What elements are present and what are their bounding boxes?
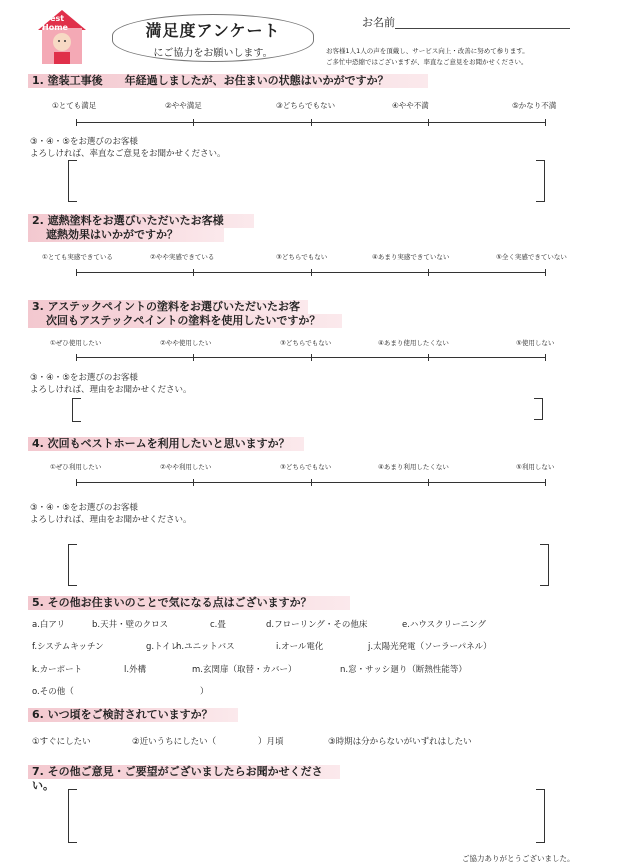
q6-option-2-month: ）月頃 [258,737,284,747]
q3-answer-bracket-right[interactable] [534,398,543,420]
q1-note-line-2: よろしければ、率直なご意見をお聞かせください。 [30,149,226,159]
q1-tick [545,119,546,126]
q5-item-h[interactable]: h.ユニットバス [176,642,235,652]
q3-option-5[interactable]: ⑤使用しない [516,339,555,347]
q1-option-3[interactable]: ③どちらでもない [276,101,336,110]
q2-heading-2: 遮熱効果はいかがですか？ [28,228,224,242]
q3-answer-bracket-left[interactable] [72,398,81,422]
q2-tick [193,269,194,276]
q5-item-f[interactable]: f.システムキッチン [32,642,104,652]
q7-heading: 7. その他ご意見・ご要望がございましたらお聞かせください。 [28,765,340,779]
survey-title-box [112,14,314,62]
q3-tick [193,354,194,361]
q5-item-n[interactable]: n.窓・サッシ廻り（断熱性能等） [340,665,467,675]
q2-tick [311,269,312,276]
q4-option-2[interactable]: ②やや利用したい [160,463,212,471]
footer-thanks: ご協力ありがとうございました。 [462,854,575,863]
q2-tick [76,269,77,276]
q1-tick [311,119,312,126]
q3-note-line-2: よろしければ、理由をお聞かせください。 [30,385,192,395]
q4-tick [311,479,312,486]
q4-option-4[interactable]: ④あまり利用したくない [378,463,449,471]
name-label: お名前 [362,16,395,29]
q3-note [30,372,192,396]
q3-note-line-1: ③・④・⑤をお選びのお客様 [30,373,138,383]
name-field[interactable] [395,28,570,29]
q6-option-3[interactable]: ③時期は分からないがいずれはしたい [328,737,472,747]
q4-tick [76,479,77,486]
q1-option-5[interactable]: ⑤かなり不満 [512,101,557,110]
q6-option-2[interactable]: ②近いうちにしたい（ [132,737,217,747]
logo-text-home: Home [42,23,68,32]
q3-tick [311,354,312,361]
q1-option-1[interactable]: ①とても満足 [52,101,97,110]
q4-heading: 4. 次回もベストホームを利用したいと思いますか？ [28,437,304,451]
q3-heading: 3. アステックペイントの塗料をお選びいただいたお客 [28,300,308,314]
survey-subtitle: にご協力をお願いします。 [153,48,273,59]
q2-option-2[interactable]: ②やや実感できている [150,253,215,261]
q1-tick [76,119,77,126]
q4-option-1[interactable]: ①ぜひ利用したい [50,463,102,471]
q3-tick [545,354,546,361]
q2-option-4[interactable]: ④あまり実感できていない [372,253,450,261]
q4-answer-bracket-left[interactable] [68,544,77,586]
q5-item-b[interactable]: b.天井・壁のクロス [92,620,169,630]
q4-note-line-1: ③・④・⑤をお選びのお客様 [30,503,138,513]
q5-item-o-close: ） [200,687,209,697]
q1-option-2[interactable]: ②やや満足 [165,101,202,110]
q5-item-m[interactable]: m.玄関扉（取替・カバー） [192,665,297,675]
q3-option-3[interactable]: ③どちらでもない [280,339,332,347]
q1-heading: 1. 塗装工事後 年経過しましたが、お住まいの状態はいかがですか？ [28,74,428,88]
q1-option-4[interactable]: ④やや不満 [392,101,429,110]
q7-answer-bracket-left[interactable] [68,789,77,843]
q5-item-i[interactable]: i.オール電化 [276,642,324,652]
q2-heading: 2. 遮熱塗料をお選びいただいたお客様 [28,214,254,228]
intro-text [326,46,529,68]
q3-tick [428,354,429,361]
q3-tick [76,354,77,361]
q1-answer-bracket-right[interactable] [536,160,545,202]
q4-tick [545,479,546,486]
q1-note-line-1: ③・④・⑤をお選びのお客様 [30,137,138,147]
q1-tick [428,119,429,126]
q2-option-3[interactable]: ③どちらでもない [276,253,328,261]
q5-item-e[interactable]: e.ハウスクリーニング [402,620,487,630]
q2-option-5[interactable]: ⑤全く実感できていない [496,253,567,261]
q6-option-1[interactable]: ①すぐにしたい [32,737,91,747]
q7-answer-bracket-right[interactable] [536,789,545,843]
q5-item-c[interactable]: c.畳 [210,620,226,630]
intro-line-1: お客様1人1人の声を頂戴し、サービス向上・改善に努めて参ります。 [326,47,529,55]
q5-item-d[interactable]: d.フローリング・その他床 [266,620,368,630]
q5-item-k[interactable]: k.カーポート [32,665,83,675]
q1-answer-bracket-left[interactable] [68,160,77,202]
q3-option-4[interactable]: ④あまり使用したくない [378,339,449,347]
q3-heading-2: 次回もアステックペイントの塗料を使用したいですか？ [28,314,342,328]
logo-text-best: Best [44,14,65,23]
q5-item-j[interactable]: j.太陽光発電（ソーラーパネル） [368,642,492,652]
q4-note [30,502,192,526]
q4-tick [428,479,429,486]
q6-heading: 6. いつ頃をご検討されていますか？ [28,708,238,722]
q2-option-1[interactable]: ①とても実感できている [42,253,113,261]
q5-item-o[interactable]: o.その他（ [32,687,74,697]
q3-option-2[interactable]: ②やや使用したい [160,339,212,347]
q5-item-l[interactable]: l.外構 [124,665,147,675]
survey-title: 満足度アンケート [145,21,281,40]
q5-item-a[interactable]: a.白アリ [32,620,66,630]
q4-answer-bracket-right[interactable] [540,544,549,586]
q1-tick [193,119,194,126]
q4-tick [193,479,194,486]
best-home-logo [34,8,90,66]
q4-note-line-2: よろしければ、理由をお聞かせください。 [30,515,192,525]
q5-item-g[interactable]: g.トイレ [146,642,180,652]
q1-note [30,136,226,160]
q4-option-5[interactable]: ⑤利用しない [516,463,555,471]
q5-heading: 5. その他お住まいのことで気になる点はございますか？ [28,596,350,610]
q2-tick [545,269,546,276]
q4-option-3[interactable]: ③どちらでもない [280,463,332,471]
q3-option-1[interactable]: ①ぜひ使用したい [50,339,102,347]
intro-line-2: ご多忙中恐縮ではございますが、率直なご意見をお聞かせください。 [326,58,528,66]
q2-tick [428,269,429,276]
